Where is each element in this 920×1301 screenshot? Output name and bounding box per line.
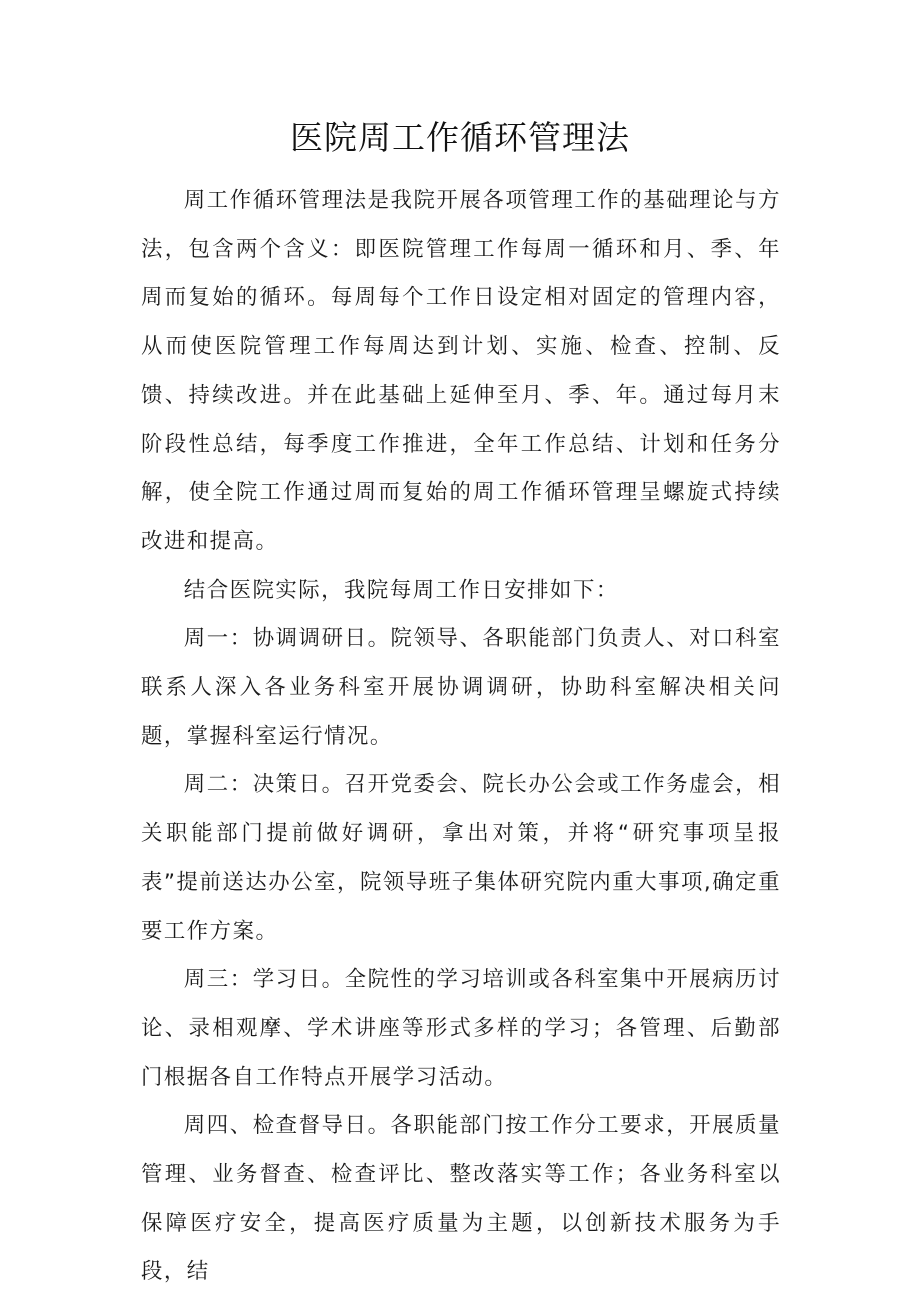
paragraph-tuesday: 周二：决策日。召开党委会、院长办公会或工作务虚会，相关职能部门提前做好调研，拿出对策，并将“研究事项呈报表”提前送达办公室，院领导班子集体研究院内重大事项,确定重要工作方案。 [141, 772, 781, 944]
document-title: 医院周工作循环管理法 [290, 118, 630, 157]
paragraph-schedule-lead: 结合医院实际，我院每周工作日安排如下： [183, 577, 619, 603]
paragraph-monday: 周一：协调调研日。院领导、各职能部门负责人、对口科室联系人深入各业务科室开展协调调研，协助科室解决相关问题，掌握科室运行情况。 [141, 626, 781, 749]
paragraph-thursday: 周四、检查督导日。各职能部门按工作分工要求，开展质量管理、业务督查、检查评比、整改落实等工作；各业务科室以保障医疗安全，提高医疗质量为主题，以创新技术服务为手段，结 [141, 1113, 781, 1285]
paragraph-intro: 周工作循环管理法是我院开展各项管理工作的基础理论与方法，包含两个含义：即医院管理工作每周一循环和月、季、年周而复始的循环。每周每个工作日设定相对固定的管理内容，从而使医院管理工作每周达到计划、实施、检查、控制、反馈、持续改进。并在此基础上延伸至月、季、年。通过每月末阶段性总结，每季度工作推进，全年工作总结、计划和任务分解，使全院工作通过周而复始的周工作循环管理呈螺旋式持续改进和提高。 [141, 188, 781, 554]
paragraph-wednesday: 周三：学习日。全院性的学习培训或各科室集中开展病历讨论、录相观摩、学术讲座等形式多样的学习；各管理、后勤部门根据各自工作特点开展学习活动。 [141, 967, 781, 1090]
document-body [141, 177, 781, 1297]
